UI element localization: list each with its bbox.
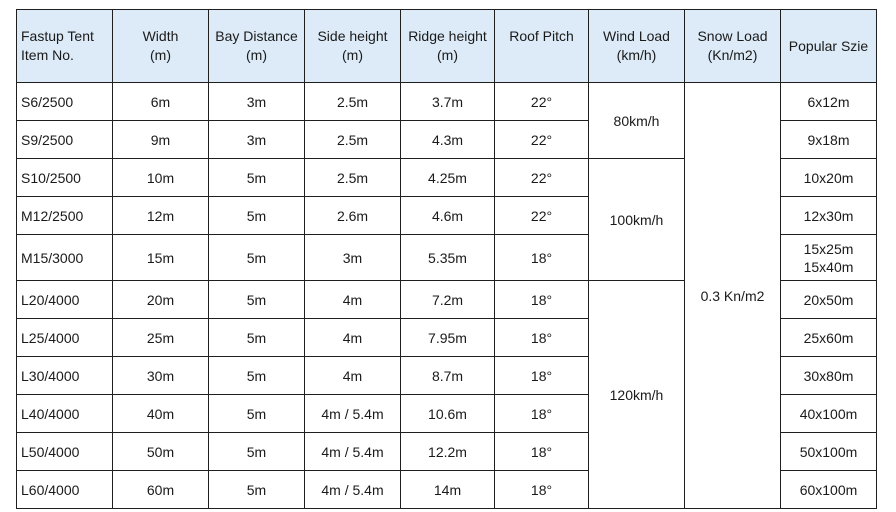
- cell-side-height: 2.5m: [305, 159, 401, 197]
- cell-ridge-height: 3.7m: [401, 83, 495, 121]
- cell-width: 50m: [113, 433, 209, 471]
- cell-popular-size: [781, 159, 877, 197]
- cell-roof-pitch: 18°: [495, 471, 589, 509]
- cell-roof-pitch: 22°: [495, 83, 589, 121]
- cell-side-height: 4m / 5.4m: [305, 395, 401, 433]
- size-line: 30x80m: [803, 367, 854, 384]
- cell-width: 10m: [113, 159, 209, 197]
- cell-width: 6m: [113, 83, 209, 121]
- cell-item-no: L60/4000: [17, 471, 113, 509]
- header-ridge-height: [401, 10, 495, 83]
- cell-width: 20m: [113, 281, 209, 319]
- table-row: [17, 83, 877, 121]
- table-body: [17, 83, 877, 509]
- cell-item-no: M15/3000: [17, 235, 113, 281]
- cell-bay-distance: 5m: [209, 197, 305, 235]
- header-line: (m): [437, 47, 458, 63]
- cell-roof-pitch: 18°: [495, 395, 589, 433]
- size-line: 6x12m: [807, 93, 850, 110]
- cell-roof-pitch: 18°: [495, 235, 589, 281]
- cell-popular-size: [781, 281, 877, 319]
- cell-item-no: L25/4000: [17, 319, 113, 357]
- cell-bay-distance: 3m: [209, 121, 305, 159]
- cell-item-no: L50/4000: [17, 433, 113, 471]
- header-line: Side height: [317, 28, 388, 44]
- size-line: 40x100m: [799, 405, 858, 422]
- cell-wind-load: 100km/h: [589, 159, 685, 281]
- header-item-no: [17, 10, 113, 83]
- cell-popular-size: [781, 121, 877, 159]
- table-header-row: [17, 10, 877, 83]
- header-popular-size: [781, 10, 877, 83]
- cell-bay-distance: 5m: [209, 281, 305, 319]
- cell-item-no: L40/4000: [17, 395, 113, 433]
- cell-popular-size: [781, 197, 877, 235]
- cell-ridge-height: 14m: [401, 471, 495, 509]
- header-line: (Kn/m2): [707, 47, 758, 63]
- size-line: 15x40m: [803, 258, 854, 275]
- header-line: Fastup Tent: [21, 28, 94, 44]
- cell-width: 25m: [113, 319, 209, 357]
- cell-item-no: M12/2500: [17, 197, 113, 235]
- cell-roof-pitch: 18°: [495, 357, 589, 395]
- cell-side-height: 2.5m: [305, 121, 401, 159]
- header-line: Item No.: [21, 47, 74, 63]
- header-side-height: [305, 10, 401, 83]
- cell-item-no: L30/4000: [17, 357, 113, 395]
- header-line: (m): [150, 47, 171, 63]
- header-line: Wind Load: [603, 28, 670, 44]
- header-line: (m): [246, 47, 267, 63]
- header-line: (m): [342, 47, 363, 63]
- cell-popular-size: [781, 395, 877, 433]
- cell-ridge-height: 7.2m: [401, 281, 495, 319]
- cell-side-height: 3m: [305, 235, 401, 281]
- cell-ridge-height: 12.2m: [401, 433, 495, 471]
- size-line: 60x100m: [799, 481, 858, 498]
- size-line: 25x60m: [803, 329, 854, 346]
- cell-roof-pitch: 18°: [495, 319, 589, 357]
- header-roof-pitch: [495, 10, 589, 83]
- cell-bay-distance: 5m: [209, 433, 305, 471]
- cell-roof-pitch: 22°: [495, 121, 589, 159]
- cell-roof-pitch: 18°: [495, 433, 589, 471]
- cell-bay-distance: 5m: [209, 395, 305, 433]
- cell-popular-size: [781, 319, 877, 357]
- cell-bay-distance: 5m: [209, 235, 305, 281]
- size-line: 9x18m: [807, 131, 850, 148]
- cell-width: 9m: [113, 121, 209, 159]
- header-line: Roof Pitch: [509, 28, 574, 44]
- cell-width: 40m: [113, 395, 209, 433]
- cell-item-no: L20/4000: [17, 281, 113, 319]
- header-line: Ridge height: [408, 28, 487, 44]
- header-bay-distance: [209, 10, 305, 83]
- cell-popular-size: [781, 357, 877, 395]
- cell-side-height: 2.6m: [305, 197, 401, 235]
- cell-roof-pitch: 22°: [495, 159, 589, 197]
- cell-popular-size: [781, 83, 877, 121]
- cell-popular-size: [781, 235, 877, 281]
- cell-bay-distance: 5m: [209, 471, 305, 509]
- size-line: 15x25m: [803, 240, 854, 257]
- cell-width: 30m: [113, 357, 209, 395]
- cell-width: 12m: [113, 197, 209, 235]
- cell-bay-distance: 5m: [209, 319, 305, 357]
- size-line: 10x20m: [803, 169, 854, 186]
- cell-bay-distance: 5m: [209, 357, 305, 395]
- cell-side-height: 4m: [305, 319, 401, 357]
- size-line: 20x50m: [803, 291, 854, 308]
- cell-width: 60m: [113, 471, 209, 509]
- size-line: 12x30m: [803, 207, 854, 224]
- cell-ridge-height: 7.95m: [401, 319, 495, 357]
- header-wind-load: [589, 10, 685, 83]
- header-line: Snow Load: [697, 28, 768, 44]
- cell-popular-size: [781, 471, 877, 509]
- cell-snow-load: 0.3 Kn/m2: [685, 83, 781, 509]
- cell-ridge-height: 8.7m: [401, 357, 495, 395]
- cell-ridge-height: 4.25m: [401, 159, 495, 197]
- cell-item-no: S10/2500: [17, 159, 113, 197]
- cell-ridge-height: 4.6m: [401, 197, 495, 235]
- cell-roof-pitch: 18°: [495, 281, 589, 319]
- cell-popular-size: [781, 433, 877, 471]
- cell-roof-pitch: 22°: [495, 197, 589, 235]
- cell-ridge-height: 10.6m: [401, 395, 495, 433]
- cell-side-height: 4m / 5.4m: [305, 471, 401, 509]
- tent-spec-table: [16, 9, 877, 509]
- header-width: [113, 10, 209, 83]
- cell-width: 15m: [113, 235, 209, 281]
- size-line: 50x100m: [799, 443, 858, 460]
- header-line: (km/h): [616, 47, 657, 63]
- header-line: Bay Distance: [215, 28, 298, 44]
- cell-item-no: S6/2500: [17, 83, 113, 121]
- cell-bay-distance: 3m: [209, 83, 305, 121]
- cell-side-height: 4m: [305, 357, 401, 395]
- cell-item-no: S9/2500: [17, 121, 113, 159]
- cell-wind-load: 120km/h: [589, 281, 685, 509]
- cell-side-height: 4m / 5.4m: [305, 433, 401, 471]
- cell-ridge-height: 5.35m: [401, 235, 495, 281]
- cell-side-height: 4m: [305, 281, 401, 319]
- cell-side-height: 2.5m: [305, 83, 401, 121]
- cell-ridge-height: 4.3m: [401, 121, 495, 159]
- cell-bay-distance: 5m: [209, 159, 305, 197]
- cell-wind-load: 80km/h: [589, 83, 685, 159]
- header-line: Popular Szie: [788, 37, 869, 54]
- header-snow-load: [685, 10, 781, 83]
- header-line: Width: [142, 28, 179, 44]
